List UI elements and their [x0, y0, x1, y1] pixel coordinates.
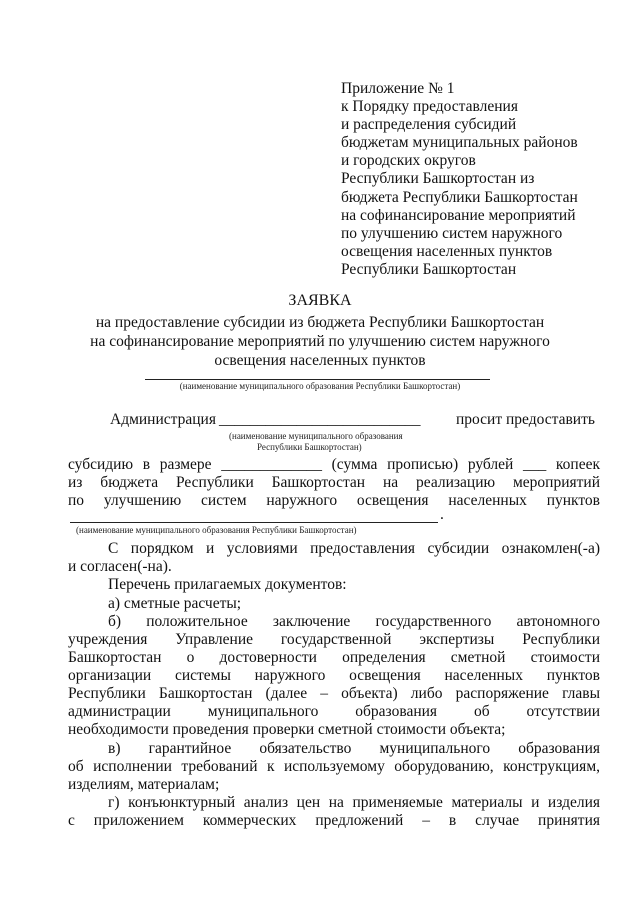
admin-request: просит предоставить: [456, 411, 595, 428]
municipality-blank-line: [145, 379, 490, 380]
item-v-line: изделиям, материалам;: [68, 776, 220, 793]
appendix-line: освещения населенных пунктов: [341, 242, 553, 260]
appendix-line: по улучшению систем наружного: [341, 224, 563, 242]
subtitle-line: освещения населенных пунктов: [214, 352, 426, 369]
item-v-line: в) гарантийное обязательство муниципального образования: [108, 740, 600, 757]
body-line: субсидию в размере _____________ (сумма прописью) рублей ___ копеек: [68, 456, 600, 473]
appendix-line: бюджета Республики Башкортостан: [341, 188, 578, 206]
appendix-line: бюджетам муниципальных районов: [341, 134, 578, 152]
item-b-line: необходимости проведения проверки сметной стоимости объекта;: [68, 721, 506, 738]
body-line: из бюджета Республики Башкортостан на реализацию мероприятий: [68, 474, 600, 491]
municipality-hint-2: (наименование муниципального образования Республики Башкортостан): [76, 525, 357, 535]
paragraph-line: а) сметные расчеты;: [108, 595, 242, 612]
document-title: ЗАЯВКА: [288, 292, 352, 309]
item-b-line: организации системы наружного освещения населенных пунктов: [68, 667, 600, 684]
paragraph-line: Перечень прилагаемых документов:: [108, 576, 347, 593]
item-b-line: администрации муниципального образования об отсутствии: [68, 703, 600, 720]
sentence-period: .: [440, 506, 444, 523]
item-v-line: об исполнении требований к используемому оборудованию, конструкциям,: [68, 758, 600, 775]
appendix-line: к Порядку предоставления: [341, 98, 518, 116]
municipality-hint: (наименование муниципального образования Республики Башкортостан): [179, 381, 461, 391]
appendix-line: Республики Башкортостан: [341, 260, 517, 278]
paragraph-line: С порядком и условиями предоставления субсидии ознакомлен(-а): [108, 540, 600, 557]
subtitle-line: на предоставление субсидии из бюджета Республики Башкортостан: [95, 314, 545, 331]
body-line: по улучшению систем наружного освещения населенных пунктов: [68, 492, 600, 509]
appendix-line: и распределения субсидий: [341, 116, 517, 134]
admin-label: Администрация: [110, 411, 216, 428]
item-g-line: с приложением коммерческих предложений – в случае принятия: [68, 812, 600, 829]
item-b-line: Башкортостан о достоверности определения сметной стоимости: [68, 649, 600, 666]
admin-hint-line: (наименование муниципального образования: [229, 431, 403, 441]
paragraph-line: и согласен(-на).: [68, 558, 172, 575]
item-b-line: б) положительное заключение государственного автономного: [108, 613, 600, 630]
appendix-line: и городских округов: [341, 152, 476, 170]
municipality-blank-line-2: [70, 522, 438, 523]
appendix-line: Приложение № 1: [341, 80, 455, 97]
appendix-block: [341, 80, 578, 279]
item-b-line: Республики Башкортостан (далее – объекта) либо распоряжение главы: [68, 685, 600, 702]
subtitle-line: на софинансирование мероприятий по улучшению систем наружного: [90, 333, 550, 350]
admin-hint-line: Республики Башкортостан): [257, 442, 362, 452]
admin-blank: __________________________: [219, 411, 421, 428]
item-g-line: г) конъюнктурный анализ цен на применяемые материалы и изделия: [108, 794, 600, 811]
appendix-line: на софинансирование мероприятий: [341, 206, 576, 224]
appendix-line: Республики Башкортостан из: [341, 170, 535, 188]
item-b-line: учреждения Управление государственной экспертизы Республики: [68, 631, 600, 648]
